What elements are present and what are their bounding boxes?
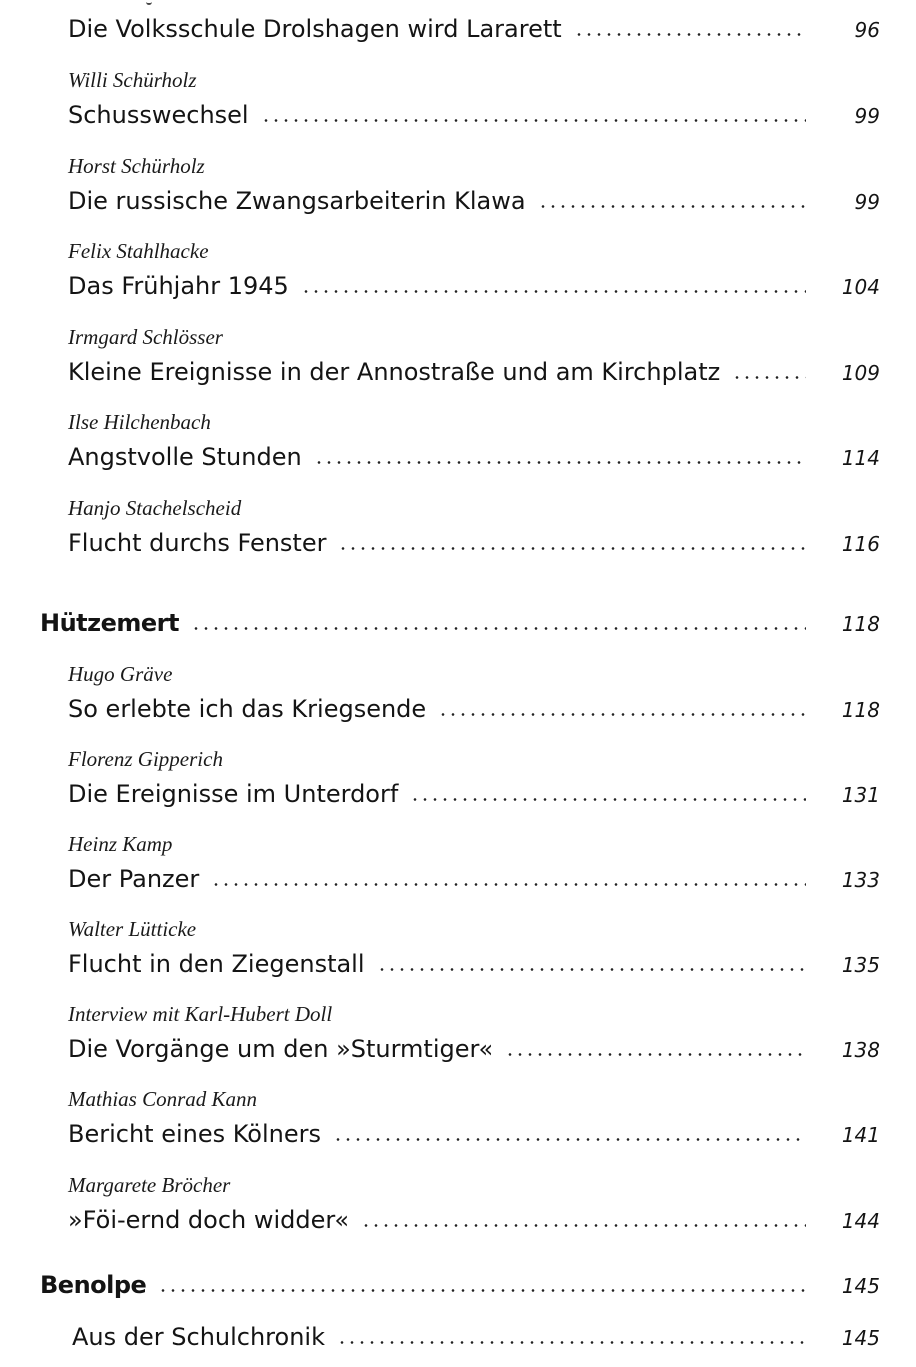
leader-dots: [377, 968, 806, 971]
page-number: 104: [841, 275, 880, 299]
toc-entry-line: [68, 182, 880, 216]
toc-entry-line: [72, 1318, 880, 1352]
leader-dots: [438, 713, 806, 716]
toc-section-line: [40, 1266, 880, 1300]
entry-title: Bericht eines Kölners: [68, 1120, 321, 1148]
entry-title: Flucht in den Ziegenstall: [68, 950, 365, 978]
page-number: 109: [841, 361, 880, 385]
entry-author: Hugo Gräve: [68, 662, 173, 686]
entry-title: »Föi-ernd doch widder«: [68, 1206, 350, 1234]
page-number: 145: [841, 1326, 880, 1350]
entry-author: Walter Lütticke: [68, 917, 197, 941]
leader-dots: [337, 1341, 806, 1344]
toc-entry-line: [68, 1201, 880, 1235]
page-number: 131: [841, 783, 880, 807]
entry-author: Horst Schürholz: [68, 154, 205, 178]
leader-dots: [361, 1224, 806, 1227]
page-number: 99: [854, 190, 880, 214]
entry-author: Mathias Conrad Kann: [68, 1087, 258, 1111]
entry-author: Hanjo Stachelscheid: [68, 496, 242, 520]
page-number: 96: [854, 18, 880, 42]
page-number: 116: [841, 532, 880, 556]
entry-title: Die Vorgänge um den »Sturmtiger«: [68, 1035, 494, 1063]
toc-entry-line: [68, 690, 880, 724]
toc-entry-line: [68, 96, 880, 130]
entry-title: Die Ereignisse im Unterdorf: [68, 780, 399, 808]
toc-section-line: [40, 604, 880, 638]
entry-author: Florenz Gipperich: [68, 747, 223, 771]
entry-title: Aus der Schulchronik: [72, 1323, 325, 1351]
toc-entry-line: [68, 945, 880, 979]
leader-dots: [191, 627, 806, 630]
page-number: 118: [841, 698, 880, 722]
entry-title: Schusswechsel: [68, 101, 249, 129]
leader-dots: [505, 1053, 806, 1056]
section-title: Benolpe: [40, 1271, 147, 1299]
entry-title: Die russische Zwangsarbeiterin Klawa: [68, 187, 526, 215]
leader-dots: [301, 290, 806, 293]
entry-title: So erlebte ich das Kriegsende: [68, 695, 427, 723]
entry-author: Margarete Bröcher: [68, 1173, 231, 1197]
entry-title: Flucht durchs Fenster: [68, 529, 327, 557]
leader-dots: [338, 547, 806, 550]
leader-dots: [261, 119, 806, 122]
entry-title: Angstvolle Stunden: [68, 443, 302, 471]
toc-entry-line: [68, 860, 880, 894]
page-number: 135: [841, 953, 880, 977]
leader-dots: [410, 798, 806, 801]
leader-dots: [211, 883, 806, 886]
entry-author: Irmgard Schlösser: [68, 325, 223, 349]
page-number: 138: [841, 1038, 880, 1062]
entry-title: Kleine Ereignisse in der Annostraße und am Kirchplatz: [68, 358, 721, 386]
toc-entry-line: [68, 267, 880, 301]
page-number: 99: [854, 104, 880, 128]
page-number: 114: [841, 446, 880, 470]
entry-author: Heinz Kamp: [68, 832, 173, 856]
toc-entry-line: [68, 438, 880, 472]
page-number: 133: [841, 868, 880, 892]
leader-dots: [732, 376, 806, 379]
leader-dots: [314, 461, 806, 464]
toc-entry-line: [68, 1115, 880, 1149]
page-number: 141: [841, 1123, 880, 1147]
leader-dots: [158, 1289, 806, 1292]
leader-dots: [574, 33, 806, 36]
entry-title: Das Frühjahr 1945: [68, 272, 289, 300]
entry-author: Willi Schürholz: [68, 68, 197, 92]
entry-title: Der Panzer: [68, 865, 200, 893]
toc-entry-line: [68, 10, 880, 44]
toc-entry-line: [68, 775, 880, 809]
leader-dots: [538, 205, 806, 208]
entry-title: Die Volksschule Drolshagen wird Lararett: [68, 15, 562, 43]
toc-entry-line: [68, 524, 880, 558]
section-title: Hützemert: [40, 609, 179, 637]
page-number: 145: [841, 1274, 880, 1298]
toc-entry-line: [68, 1030, 880, 1064]
scan-speck: [146, 0, 152, 5]
page-number: 118: [841, 612, 880, 636]
toc-entry-line: [68, 353, 880, 387]
entry-author: Felix Stahlhacke: [68, 239, 209, 263]
entry-author: Ilse Hilchenbach: [68, 410, 211, 434]
page-number: 144: [841, 1209, 880, 1233]
entry-author: Interview mit Karl-Hubert Doll: [68, 1002, 333, 1026]
leader-dots: [333, 1138, 806, 1141]
